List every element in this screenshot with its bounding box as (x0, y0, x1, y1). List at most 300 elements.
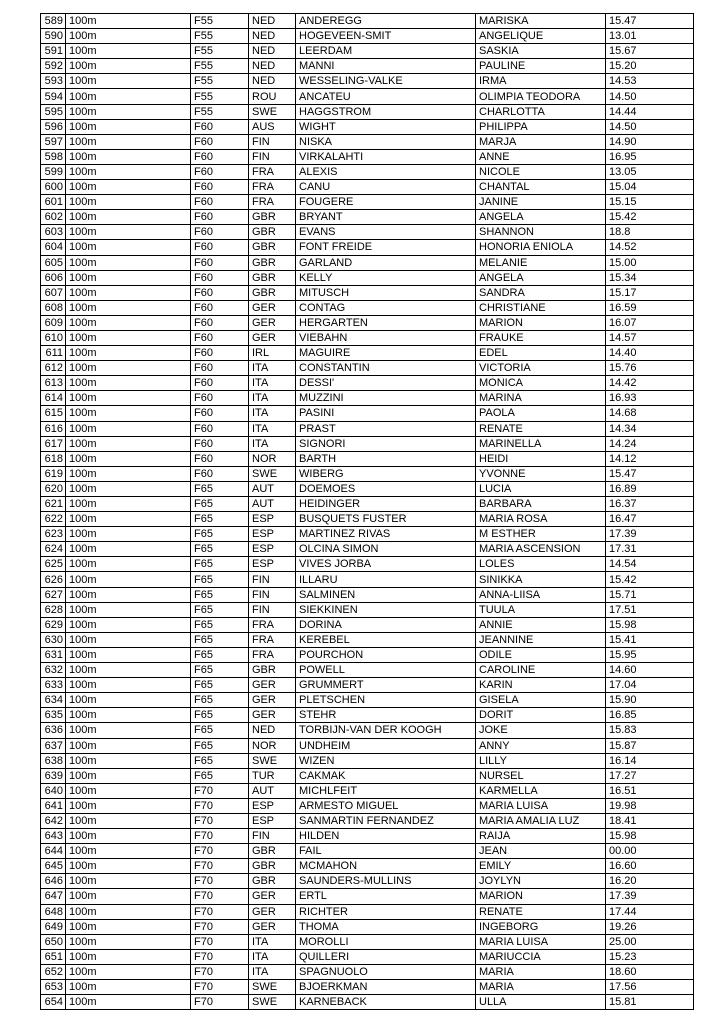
row-number-cell: 648 (41, 904, 66, 919)
last-name-cell: HAGGSTROM (296, 104, 476, 119)
country-cell: IRL (249, 346, 296, 361)
time-cell: 15.71 (606, 587, 694, 602)
row-number-cell: 589 (41, 14, 66, 29)
time-cell: 15.20 (606, 59, 694, 74)
country-cell: GER (249, 315, 296, 330)
last-name-cell: MCMAHON (296, 859, 476, 874)
first-name-cell: FRAUKE (476, 330, 606, 345)
row-number-cell: 601 (41, 195, 66, 210)
first-name-cell: ANGELA (476, 270, 606, 285)
row-number-cell: 617 (41, 436, 66, 451)
event-cell: 100m (66, 134, 191, 149)
country-cell: GER (249, 678, 296, 693)
category-cell: F65 (191, 572, 249, 587)
last-name-cell: UNDHEIM (296, 738, 476, 753)
category-cell: F65 (191, 527, 249, 542)
time-cell: 15.34 (606, 270, 694, 285)
first-name-cell: MARIA (476, 980, 606, 995)
time-cell: 14.50 (606, 119, 694, 134)
first-name-cell: GISELA (476, 693, 606, 708)
event-cell: 100m (66, 149, 191, 164)
time-cell: 15.00 (606, 255, 694, 270)
last-name-cell: FOUGERE (296, 195, 476, 210)
country-cell: GBR (249, 225, 296, 240)
row-number-cell: 600 (41, 180, 66, 195)
category-cell: F65 (191, 542, 249, 557)
event-cell: 100m (66, 557, 191, 572)
last-name-cell: POURCHON (296, 647, 476, 662)
event-cell: 100m (66, 904, 191, 919)
row-number-cell: 651 (41, 949, 66, 964)
row-number-cell: 643 (41, 829, 66, 844)
last-name-cell: MICHLFEIT (296, 783, 476, 798)
category-cell: F70 (191, 964, 249, 979)
time-cell: 14.68 (606, 406, 694, 421)
last-name-cell: EVANS (296, 225, 476, 240)
time-cell: 19.26 (606, 919, 694, 934)
time-cell: 15.47 (606, 466, 694, 481)
table-row (41, 240, 694, 255)
time-cell: 14.90 (606, 134, 694, 149)
table-row (41, 813, 694, 828)
row-number-cell: 646 (41, 874, 66, 889)
category-cell: F60 (191, 149, 249, 164)
country-cell: AUT (249, 783, 296, 798)
table-row (41, 119, 694, 134)
country-cell: SWE (249, 995, 296, 1010)
time-cell: 14.44 (606, 104, 694, 119)
first-name-cell: NICOLE (476, 164, 606, 179)
event-cell: 100m (66, 300, 191, 315)
time-cell: 14.54 (606, 557, 694, 572)
time-cell: 16.37 (606, 497, 694, 512)
table-row (41, 376, 694, 391)
event-cell: 100m (66, 119, 191, 134)
row-number-cell: 639 (41, 768, 66, 783)
category-cell: F55 (191, 104, 249, 119)
row-number-cell: 630 (41, 632, 66, 647)
category-cell: F60 (191, 406, 249, 421)
row-number-cell: 603 (41, 225, 66, 240)
category-cell: F70 (191, 904, 249, 919)
table-row (41, 270, 694, 285)
row-number-cell: 628 (41, 602, 66, 617)
row-number-cell: 623 (41, 527, 66, 542)
row-number-cell: 608 (41, 300, 66, 315)
category-cell: F65 (191, 647, 249, 662)
category-cell: F60 (191, 164, 249, 179)
country-cell: NED (249, 723, 296, 738)
row-number-cell: 614 (41, 391, 66, 406)
category-cell: F65 (191, 693, 249, 708)
time-cell: 14.50 (606, 89, 694, 104)
table-row (41, 195, 694, 210)
table-row (41, 602, 694, 617)
first-name-cell: KARMELLA (476, 783, 606, 798)
last-name-cell: TORBIJN-VAN DER KOOGH (296, 723, 476, 738)
country-cell: NED (249, 29, 296, 44)
first-name-cell: M ESTHER (476, 527, 606, 542)
first-name-cell: PHILIPPA (476, 119, 606, 134)
time-cell: 16.93 (606, 391, 694, 406)
last-name-cell: SIGNORI (296, 436, 476, 451)
event-cell: 100m (66, 602, 191, 617)
time-cell: 14.34 (606, 421, 694, 436)
row-number-cell: 609 (41, 315, 66, 330)
last-name-cell: POWELL (296, 663, 476, 678)
last-name-cell: HEIDINGER (296, 497, 476, 512)
country-cell: GBR (249, 663, 296, 678)
table-row (41, 134, 694, 149)
event-cell: 100m (66, 451, 191, 466)
table-row (41, 889, 694, 904)
category-cell: F60 (191, 361, 249, 376)
category-cell: F65 (191, 497, 249, 512)
table-row (41, 466, 694, 481)
first-name-cell: IRMA (476, 74, 606, 89)
first-name-cell: JEAN (476, 844, 606, 859)
last-name-cell: MAGUIRE (296, 346, 476, 361)
table-row (41, 14, 694, 29)
last-name-cell: CONTAG (296, 300, 476, 315)
first-name-cell: ULLA (476, 995, 606, 1010)
last-name-cell: VIEBAHN (296, 330, 476, 345)
category-cell: F65 (191, 481, 249, 496)
event-cell: 100m (66, 255, 191, 270)
country-cell: FRA (249, 647, 296, 662)
category-cell: F65 (191, 512, 249, 527)
table-row (41, 904, 694, 919)
table-row (41, 768, 694, 783)
last-name-cell: ANDEREGG (296, 14, 476, 29)
table-row (41, 557, 694, 572)
first-name-cell: EDEL (476, 346, 606, 361)
event-cell: 100m (66, 497, 191, 512)
first-name-cell: CHANTAL (476, 180, 606, 195)
country-cell: GBR (249, 240, 296, 255)
last-name-cell: ILLARU (296, 572, 476, 587)
first-name-cell: PAULINE (476, 59, 606, 74)
row-number-cell: 604 (41, 240, 66, 255)
event-cell: 100m (66, 406, 191, 421)
category-cell: F70 (191, 829, 249, 844)
table-row (41, 346, 694, 361)
category-cell: F65 (191, 768, 249, 783)
row-number-cell: 594 (41, 89, 66, 104)
row-number-cell: 650 (41, 934, 66, 949)
last-name-cell: FONT FREIDE (296, 240, 476, 255)
row-number-cell: 642 (41, 813, 66, 828)
first-name-cell: SHANNON (476, 225, 606, 240)
row-number-cell: 644 (41, 844, 66, 859)
category-cell: F55 (191, 29, 249, 44)
time-cell: 16.20 (606, 874, 694, 889)
table-row (41, 285, 694, 300)
event-cell: 100m (66, 512, 191, 527)
last-name-cell: GRUMMERT (296, 678, 476, 693)
table-row (41, 995, 694, 1010)
table-row (41, 632, 694, 647)
table-row (41, 164, 694, 179)
last-name-cell: DOEMOES (296, 481, 476, 496)
table-row (41, 798, 694, 813)
event-cell: 100m (66, 346, 191, 361)
first-name-cell: MARISKA (476, 14, 606, 29)
table-row (41, 300, 694, 315)
row-number-cell: 620 (41, 481, 66, 496)
event-cell: 100m (66, 829, 191, 844)
country-cell: ITA (249, 406, 296, 421)
country-cell: GER (249, 889, 296, 904)
country-cell: ESP (249, 557, 296, 572)
category-cell: F60 (191, 270, 249, 285)
category-cell: F60 (191, 436, 249, 451)
last-name-cell: WIGHT (296, 119, 476, 134)
first-name-cell: CHRISTIANE (476, 300, 606, 315)
country-cell: SWE (249, 466, 296, 481)
row-number-cell: 622 (41, 512, 66, 527)
row-number-cell: 653 (41, 980, 66, 995)
event-cell: 100m (66, 391, 191, 406)
first-name-cell: MARJA (476, 134, 606, 149)
last-name-cell: WIZEN (296, 753, 476, 768)
table-row (41, 210, 694, 225)
last-name-cell: HOGEVEEN-SMIT (296, 29, 476, 44)
country-cell: FRA (249, 195, 296, 210)
country-cell: ESP (249, 527, 296, 542)
category-cell: F60 (191, 376, 249, 391)
event-cell: 100m (66, 466, 191, 481)
time-cell: 18.41 (606, 813, 694, 828)
last-name-cell: SANMARTIN FERNANDEZ (296, 813, 476, 828)
last-name-cell: SPAGNUOLO (296, 964, 476, 979)
time-cell: 15.42 (606, 572, 694, 587)
event-cell: 100m (66, 225, 191, 240)
row-number-cell: 599 (41, 164, 66, 179)
first-name-cell: RAIJA (476, 829, 606, 844)
country-cell: NOR (249, 451, 296, 466)
time-cell: 16.95 (606, 149, 694, 164)
event-cell: 100m (66, 89, 191, 104)
time-cell: 16.51 (606, 783, 694, 798)
row-number-cell: 637 (41, 738, 66, 753)
last-name-cell: HILDEN (296, 829, 476, 844)
country-cell: ESP (249, 542, 296, 557)
event-cell: 100m (66, 572, 191, 587)
first-name-cell: RENATE (476, 421, 606, 436)
row-number-cell: 638 (41, 753, 66, 768)
time-cell: 16.47 (606, 512, 694, 527)
category-cell: F70 (191, 889, 249, 904)
time-cell: 17.39 (606, 889, 694, 904)
category-cell: F60 (191, 180, 249, 195)
last-name-cell: PASINI (296, 406, 476, 421)
time-cell: 14.60 (606, 663, 694, 678)
country-cell: NED (249, 44, 296, 59)
row-number-cell: 634 (41, 693, 66, 708)
category-cell: F60 (191, 134, 249, 149)
category-cell: F60 (191, 315, 249, 330)
last-name-cell: MANNI (296, 59, 476, 74)
table-row (41, 647, 694, 662)
row-number-cell: 615 (41, 406, 66, 421)
time-cell: 15.76 (606, 361, 694, 376)
first-name-cell: MARIA AMALIA LUZ (476, 813, 606, 828)
category-cell: F60 (191, 466, 249, 481)
first-name-cell: MARIA LUISA (476, 798, 606, 813)
first-name-cell: JEANNINE (476, 632, 606, 647)
row-number-cell: 593 (41, 74, 66, 89)
last-name-cell: KARNEBACK (296, 995, 476, 1010)
table-row (41, 44, 694, 59)
category-cell: F70 (191, 859, 249, 874)
category-cell: F70 (191, 783, 249, 798)
time-cell: 14.40 (606, 346, 694, 361)
row-number-cell: 597 (41, 134, 66, 149)
table-row (41, 934, 694, 949)
time-cell: 15.98 (606, 829, 694, 844)
table-row (41, 980, 694, 995)
time-cell: 15.95 (606, 647, 694, 662)
category-cell: F65 (191, 632, 249, 647)
category-cell: F65 (191, 678, 249, 693)
country-cell: GER (249, 693, 296, 708)
time-cell: 17.27 (606, 768, 694, 783)
last-name-cell: FAIL (296, 844, 476, 859)
event-cell: 100m (66, 59, 191, 74)
time-cell: 14.24 (606, 436, 694, 451)
first-name-cell: HONORIA ENIOLA (476, 240, 606, 255)
first-name-cell: MONICA (476, 376, 606, 391)
event-cell: 100m (66, 753, 191, 768)
table-row (41, 255, 694, 270)
event-cell: 100m (66, 632, 191, 647)
event-cell: 100m (66, 210, 191, 225)
row-number-cell: 618 (41, 451, 66, 466)
table-row (41, 617, 694, 632)
last-name-cell: HERGARTEN (296, 315, 476, 330)
row-number-cell: 647 (41, 889, 66, 904)
last-name-cell: GARLAND (296, 255, 476, 270)
event-cell: 100m (66, 934, 191, 949)
first-name-cell: TUULA (476, 602, 606, 617)
first-name-cell: LUCIA (476, 481, 606, 496)
last-name-cell: WIBERG (296, 466, 476, 481)
event-cell: 100m (66, 104, 191, 119)
row-number-cell: 602 (41, 210, 66, 225)
first-name-cell: ODILE (476, 647, 606, 662)
event-cell: 100m (66, 995, 191, 1010)
row-number-cell: 633 (41, 678, 66, 693)
event-cell: 100m (66, 330, 191, 345)
last-name-cell: SALMINEN (296, 587, 476, 602)
event-cell: 100m (66, 768, 191, 783)
last-name-cell: CAKMAK (296, 768, 476, 783)
last-name-cell: PLETSCHEN (296, 693, 476, 708)
category-cell: F60 (191, 391, 249, 406)
first-name-cell: SINIKKA (476, 572, 606, 587)
table-row (41, 481, 694, 496)
country-cell: FRA (249, 180, 296, 195)
table-row (41, 74, 694, 89)
first-name-cell: OLIMPIA TEODORA (476, 89, 606, 104)
country-cell: ITA (249, 376, 296, 391)
row-number-cell: 631 (41, 647, 66, 662)
time-cell: 14.12 (606, 451, 694, 466)
last-name-cell: CANU (296, 180, 476, 195)
last-name-cell: THOMA (296, 919, 476, 934)
first-name-cell: ANNY (476, 738, 606, 753)
first-name-cell: LOLES (476, 557, 606, 572)
country-cell: ESP (249, 798, 296, 813)
first-name-cell: MARIA ASCENSION (476, 542, 606, 557)
first-name-cell: VICTORIA (476, 361, 606, 376)
first-name-cell: NURSEL (476, 768, 606, 783)
event-cell: 100m (66, 195, 191, 210)
time-cell: 15.67 (606, 44, 694, 59)
row-number-cell: 649 (41, 919, 66, 934)
row-number-cell: 645 (41, 859, 66, 874)
table-row (41, 451, 694, 466)
row-number-cell: 624 (41, 542, 66, 557)
time-cell: 14.53 (606, 74, 694, 89)
country-cell: GER (249, 330, 296, 345)
first-name-cell: MARINELLA (476, 436, 606, 451)
last-name-cell: MITUSCH (296, 285, 476, 300)
event-cell: 100m (66, 647, 191, 662)
time-cell: 15.81 (606, 995, 694, 1010)
country-cell: GER (249, 708, 296, 723)
row-number-cell: 606 (41, 270, 66, 285)
country-cell: NED (249, 74, 296, 89)
category-cell: F60 (191, 119, 249, 134)
event-cell: 100m (66, 919, 191, 934)
category-cell: F70 (191, 813, 249, 828)
table-row (41, 512, 694, 527)
table-row (41, 225, 694, 240)
event-cell: 100m (66, 798, 191, 813)
row-number-cell: 590 (41, 29, 66, 44)
last-name-cell: NISKA (296, 134, 476, 149)
event-cell: 100m (66, 874, 191, 889)
first-name-cell: MELANIE (476, 255, 606, 270)
first-name-cell: HEIDI (476, 451, 606, 466)
last-name-cell: ARMESTO MIGUEL (296, 798, 476, 813)
last-name-cell: SIEKKINEN (296, 602, 476, 617)
last-name-cell: LEERDAM (296, 44, 476, 59)
time-cell: 15.47 (606, 14, 694, 29)
time-cell: 16.60 (606, 859, 694, 874)
row-number-cell: 595 (41, 104, 66, 119)
event-cell: 100m (66, 315, 191, 330)
first-name-cell: ANNA-LIISA (476, 587, 606, 602)
country-cell: AUT (249, 497, 296, 512)
category-cell: F65 (191, 708, 249, 723)
country-cell: FIN (249, 587, 296, 602)
first-name-cell: JOYLYN (476, 874, 606, 889)
time-cell: 16.07 (606, 315, 694, 330)
row-number-cell: 636 (41, 723, 66, 738)
event-cell: 100m (66, 527, 191, 542)
first-name-cell: CHARLOTTA (476, 104, 606, 119)
table-row (41, 859, 694, 874)
time-cell: 16.89 (606, 481, 694, 496)
country-cell: ITA (249, 949, 296, 964)
first-name-cell: YVONNE (476, 466, 606, 481)
row-number-cell: 613 (41, 376, 66, 391)
first-name-cell: MARIA LUISA (476, 934, 606, 949)
time-cell: 00.00 (606, 844, 694, 859)
